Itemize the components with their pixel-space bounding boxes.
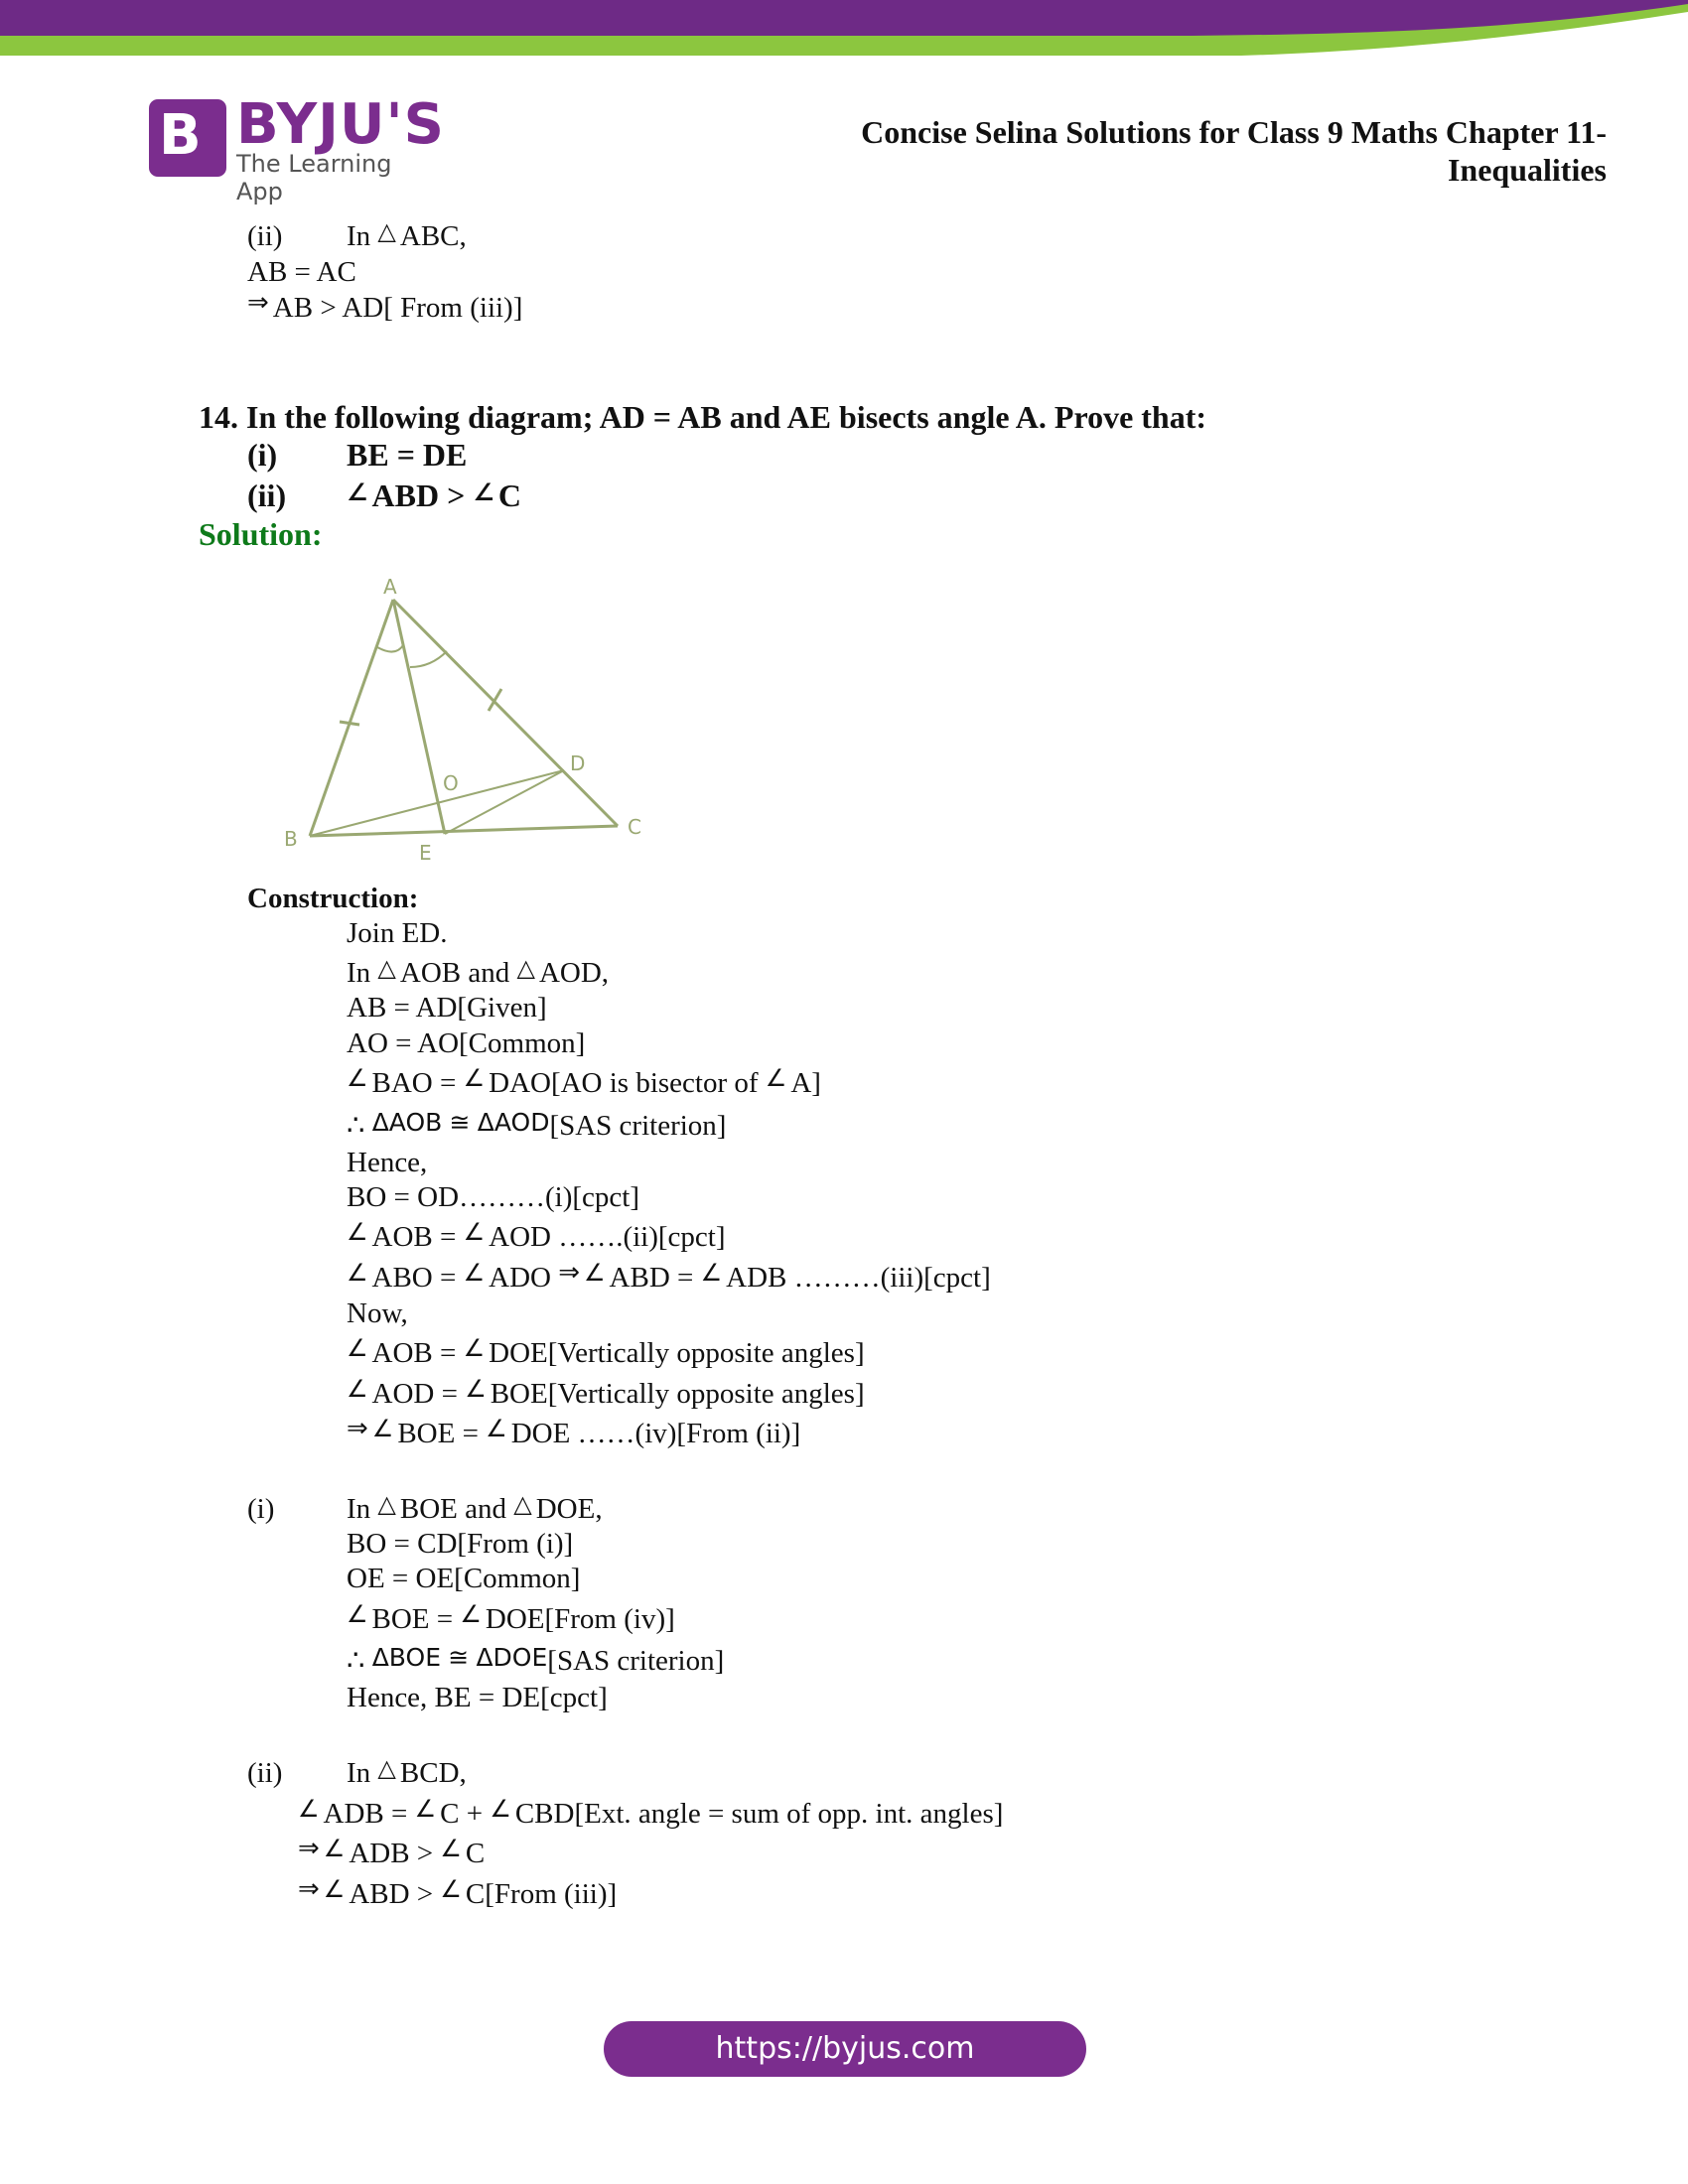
part-2-exterior-angle xyxy=(298,1797,1003,1832)
text: AOB = xyxy=(371,1221,457,1253)
angle-icon: ∠ xyxy=(323,1875,346,1903)
congruent-icon: ≅ xyxy=(449,1108,471,1137)
implies-icon: ⇒ xyxy=(347,1414,368,1443)
part-1-congruence xyxy=(347,1644,724,1679)
title-line-1: Concise Selina Solutions for Class 9 Maths Chapter 11- xyxy=(861,114,1607,150)
text: BOE = xyxy=(371,1603,454,1635)
text: ABO = xyxy=(371,1262,457,1294)
triangle-icon: △ xyxy=(377,1754,396,1782)
part-1-oe: OE = OE[Common] xyxy=(347,1563,581,1594)
text: AB > AD[ From (iii)] xyxy=(272,292,523,324)
text: AOD …….(ii)[cpct] xyxy=(489,1221,726,1253)
text: BCD, xyxy=(399,1757,467,1789)
text: DAO[AO is bisector of xyxy=(489,1067,759,1099)
text: A] xyxy=(790,1067,821,1099)
part-2-step-2 xyxy=(298,1874,618,1912)
tick-ab xyxy=(340,722,359,725)
angle-icon: ∠ xyxy=(465,1375,487,1403)
segment-ed xyxy=(445,770,564,834)
text: In xyxy=(347,1757,371,1789)
text: DOE[From (iv)] xyxy=(485,1603,675,1635)
label-a: A xyxy=(383,575,397,599)
text: C xyxy=(465,1838,486,1869)
angle-icon: ∠ xyxy=(490,1795,511,1823)
text: C + xyxy=(440,1798,484,1830)
angle-icon: ∠ xyxy=(371,1415,394,1442)
text: BOE = xyxy=(397,1418,479,1449)
website-link[interactable]: https://byjus.com xyxy=(604,2021,1086,2077)
side-ab xyxy=(310,600,393,836)
label-b: B xyxy=(284,827,298,851)
label-d: D xyxy=(570,751,586,775)
triangle-icon: △ xyxy=(377,954,396,982)
question-part-1: BE = DE xyxy=(347,437,468,473)
step-bao xyxy=(347,1066,821,1101)
side-ac xyxy=(393,600,618,826)
triangle-icon: △ xyxy=(516,954,535,982)
text: C xyxy=(497,478,521,513)
therefore-icon: ∴ xyxy=(347,1645,365,1677)
question-part-1-number: (i) xyxy=(247,437,278,473)
prev-line-2: AB = AC xyxy=(247,256,356,288)
text: ADB = xyxy=(323,1798,408,1830)
text: BOE and xyxy=(399,1493,507,1525)
logo-badge xyxy=(149,99,226,177)
angle-icon: ∠ xyxy=(347,1600,368,1628)
step-ao-ao: AO = AO[Common] xyxy=(347,1027,586,1059)
text: In xyxy=(347,220,371,252)
text: AOD, xyxy=(538,957,610,989)
triangle-icon: △ xyxy=(377,217,396,245)
text: ΔAOD xyxy=(477,1108,550,1137)
text: ΔDOE xyxy=(476,1643,548,1672)
triangle-icon: △ xyxy=(377,1490,396,1518)
part-1-number: (i) xyxy=(247,1493,275,1525)
part-2-step-1 xyxy=(298,1834,486,1871)
text: AOB and xyxy=(399,957,510,989)
text: BAO = xyxy=(371,1067,457,1099)
implies-icon: ⇒ xyxy=(247,288,269,318)
angle-icon: ∠ xyxy=(473,478,494,506)
text: In xyxy=(347,957,371,989)
part-1-bo: BO = CD[From (i)] xyxy=(347,1528,574,1560)
angle-icon: ∠ xyxy=(347,1259,368,1287)
text: In xyxy=(347,1493,371,1525)
solution-label: Solution: xyxy=(199,516,323,552)
prev-part-number: (ii) xyxy=(247,220,283,252)
prev-line-1 xyxy=(347,219,467,254)
part-1-conclusion: Hence, BE = DE[cpct] xyxy=(347,1682,608,1713)
angle-icon: ∠ xyxy=(463,1218,486,1246)
text: [SAS criterion] xyxy=(547,1645,725,1677)
text: CBD[Ext. angle = sum of opp. int. angles] xyxy=(514,1798,1004,1830)
angle-icon: ∠ xyxy=(486,1415,507,1442)
label-o: O xyxy=(443,771,459,795)
text: ΔBOE xyxy=(371,1643,441,1672)
text: [SAS criterion] xyxy=(549,1110,727,1142)
text: BOE[Vertically opposite angles] xyxy=(490,1378,865,1410)
step-bo-od: BO = OD………(i)[cpct] xyxy=(347,1181,640,1213)
text: ADB > xyxy=(349,1838,434,1869)
text: ABD > xyxy=(349,1878,434,1910)
step-hence: Hence, xyxy=(347,1147,428,1178)
top-banner xyxy=(0,0,1688,60)
angle-icon: ∠ xyxy=(414,1795,437,1823)
text: AOD = xyxy=(371,1378,458,1410)
angle-icon: ∠ xyxy=(323,1835,346,1862)
implies-icon: ⇒ xyxy=(298,1834,320,1863)
angle-arc-2 xyxy=(410,651,447,667)
label-e: E xyxy=(419,841,432,865)
part-2-triangle xyxy=(347,1756,467,1791)
angle-icon: ∠ xyxy=(347,478,368,506)
question-heading: 14. In the following diagram; AD = AB and AE bisects angle A. Prove that: xyxy=(199,399,1207,435)
prev-line-3 xyxy=(247,288,523,326)
triangle-icon: △ xyxy=(513,1490,532,1518)
step-vertical-1 xyxy=(347,1336,865,1371)
part-1-boe xyxy=(347,1602,675,1637)
angle-icon: ∠ xyxy=(347,1375,368,1403)
angle-icon: ∠ xyxy=(347,1064,368,1092)
step-ab-ad: AB = AD[Given] xyxy=(347,992,547,1024)
step-aob-aod xyxy=(347,1220,726,1255)
construction-heading: Construction: xyxy=(247,883,419,914)
angle-icon: ∠ xyxy=(298,1795,320,1823)
logo-tagline: The Learning App xyxy=(236,150,392,205)
question-part-2-number: (ii) xyxy=(247,478,287,513)
step-now: Now, xyxy=(347,1297,408,1329)
text: ADO xyxy=(489,1262,551,1294)
angle-arc-1 xyxy=(377,645,403,652)
step-boe-doe xyxy=(347,1414,801,1451)
part-2-number: (ii) xyxy=(247,1757,283,1789)
side-bc xyxy=(310,826,618,836)
label-c: C xyxy=(628,815,641,839)
angle-icon: ∠ xyxy=(440,1875,462,1903)
step-triangles xyxy=(347,956,609,991)
text: ΔAOB xyxy=(371,1108,443,1137)
text: ABC, xyxy=(399,220,467,252)
angle-icon: ∠ xyxy=(463,1064,486,1092)
angle-icon: ∠ xyxy=(765,1064,787,1092)
text: ABD > xyxy=(371,478,466,513)
congruent-icon: ≅ xyxy=(448,1643,470,1672)
title-line-2: Inequalities xyxy=(1447,152,1607,188)
therefore-icon: ∴ xyxy=(347,1110,365,1142)
step-abo-ado xyxy=(347,1258,991,1296)
bisector-ae xyxy=(393,600,445,834)
triangle-diagram xyxy=(268,566,665,874)
text: AOB = xyxy=(371,1337,457,1369)
step-congruence-1 xyxy=(347,1109,726,1144)
text: DOE, xyxy=(535,1493,603,1525)
step-join: Join ED. xyxy=(347,917,448,949)
implies-icon: ⇒ xyxy=(298,1874,320,1904)
implies-icon: ⇒ xyxy=(558,1258,581,1288)
byjus-logo[interactable] xyxy=(149,92,445,205)
angle-icon: ∠ xyxy=(460,1600,482,1628)
angle-icon: ∠ xyxy=(463,1334,486,1362)
text: C[From (iii)] xyxy=(465,1878,618,1910)
step-vertical-2 xyxy=(347,1377,865,1412)
logo-letter: B xyxy=(159,103,202,168)
text: DOE ……(iv)[From (ii)] xyxy=(510,1418,801,1449)
part-1-triangles xyxy=(347,1492,603,1527)
angle-icon: ∠ xyxy=(463,1259,486,1287)
document-title xyxy=(861,113,1607,189)
text: ABD = xyxy=(609,1262,694,1294)
angle-icon: ∠ xyxy=(700,1259,723,1287)
angle-icon: ∠ xyxy=(347,1334,368,1362)
angle-icon: ∠ xyxy=(347,1218,368,1246)
logo-wordmark: BYJU'S xyxy=(236,92,445,157)
segment-bd xyxy=(310,770,564,836)
angle-icon: ∠ xyxy=(440,1835,462,1862)
angle-icon: ∠ xyxy=(584,1259,606,1287)
question-part-2 xyxy=(347,478,521,515)
text: ADB ………(iii)[cpct] xyxy=(726,1262,991,1294)
text: DOE[Vertically opposite angles] xyxy=(489,1337,865,1369)
